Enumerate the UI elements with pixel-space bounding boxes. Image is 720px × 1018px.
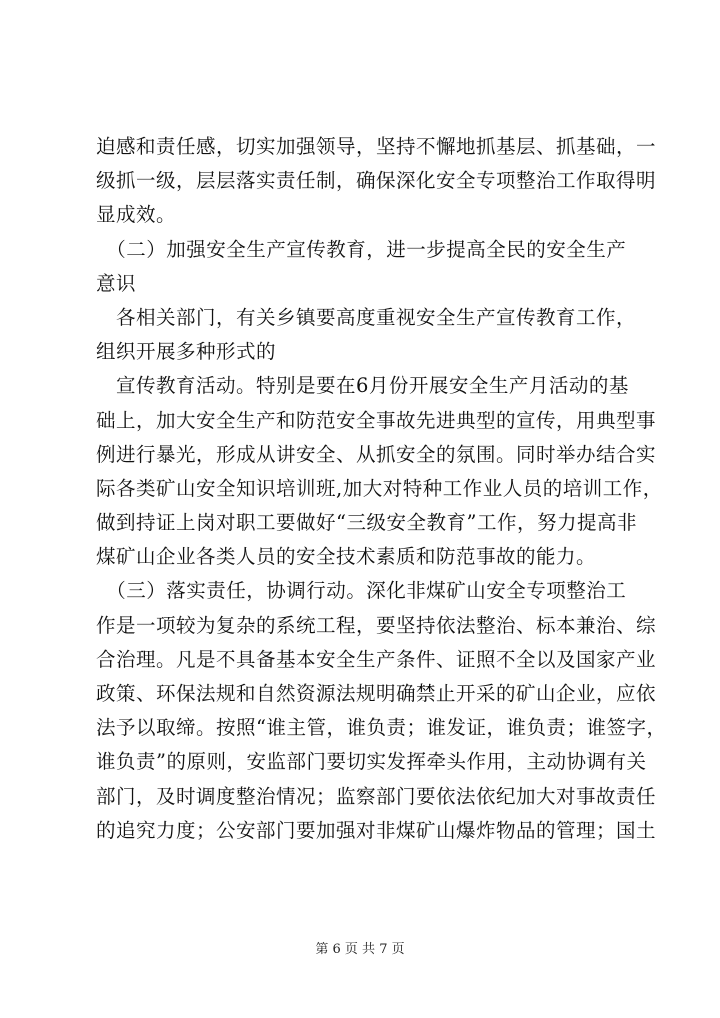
text-line: 做到持证上岗对职工要做好“三级安全教育”工作，努力提高非 xyxy=(96,511,637,535)
text-line: 法予以取缔。按照“谁主管，谁负责；谁发证，谁负责；谁签字， xyxy=(96,716,667,740)
text-line: 政策、环保法规和自然资源法规明确禁止开采的矿山企业，应依 xyxy=(96,682,657,705)
section-heading-line: （三）落实责任，协调行动。深化非煤矿山安全专项整治工 xyxy=(96,579,627,603)
section-heading-line: （二）加强安全生产宣传教育，进一步提高全民的安全生产 xyxy=(96,237,627,261)
text-line: 合治理。凡是不具备基本安全生产条件、证照不全以及国家产业 xyxy=(96,647,657,671)
text-line: 部门，及时调度整治情况；监察部门要依法依纪加大对事故责任 xyxy=(96,784,657,808)
text-line: 例进行暴光，形成从讲安全、从抓安全的氛围。同时举办结合实 xyxy=(96,442,657,466)
text-line: 谁负责”的原则，安监部门要切实发挥牵头作用，主动协调有关 xyxy=(96,750,647,774)
section-heading-line: 意识 xyxy=(96,271,137,295)
text-line: 各相关部门，有关乡镇要高度重视安全生产宣传教育工作， xyxy=(96,305,637,329)
text-line: 的追究力度；公安部门要加强对非煤矿山爆炸物品的管理；国土 xyxy=(96,818,657,842)
text-line: 级抓一级，层层落实责任制，确保深化安全专项整治工作取得明 xyxy=(96,169,657,193)
text-line: 组织开展多种形式的 xyxy=(96,340,277,364)
text-line: 际各类矿山安全知识培训班,加大对特种工作业人员的培训工作， xyxy=(96,476,663,500)
text-line: 煤矿山企业各类人员的安全技术素质和防范事故的能力。 xyxy=(96,545,597,569)
page-number-footer: 第 6 页 共 7 页 xyxy=(315,942,405,957)
text-line: 作是一项较为复杂的系统工程，要坚持依法整治、标本兼治、综 xyxy=(96,613,657,637)
body-text xyxy=(96,130,667,848)
text-line: 迫感和责任感，切实加强领导，坚持不懈地抓基层、抓基础，一 xyxy=(96,135,657,158)
text-line: 宣传教育活动。特别是要在6月份开展安全生产月活动的基 xyxy=(96,374,629,398)
text-line: 础上，加大安全生产和防范安全事故先进典型的宣传，用典型事 xyxy=(96,408,657,432)
text-line: 显成效。 xyxy=(96,203,177,227)
